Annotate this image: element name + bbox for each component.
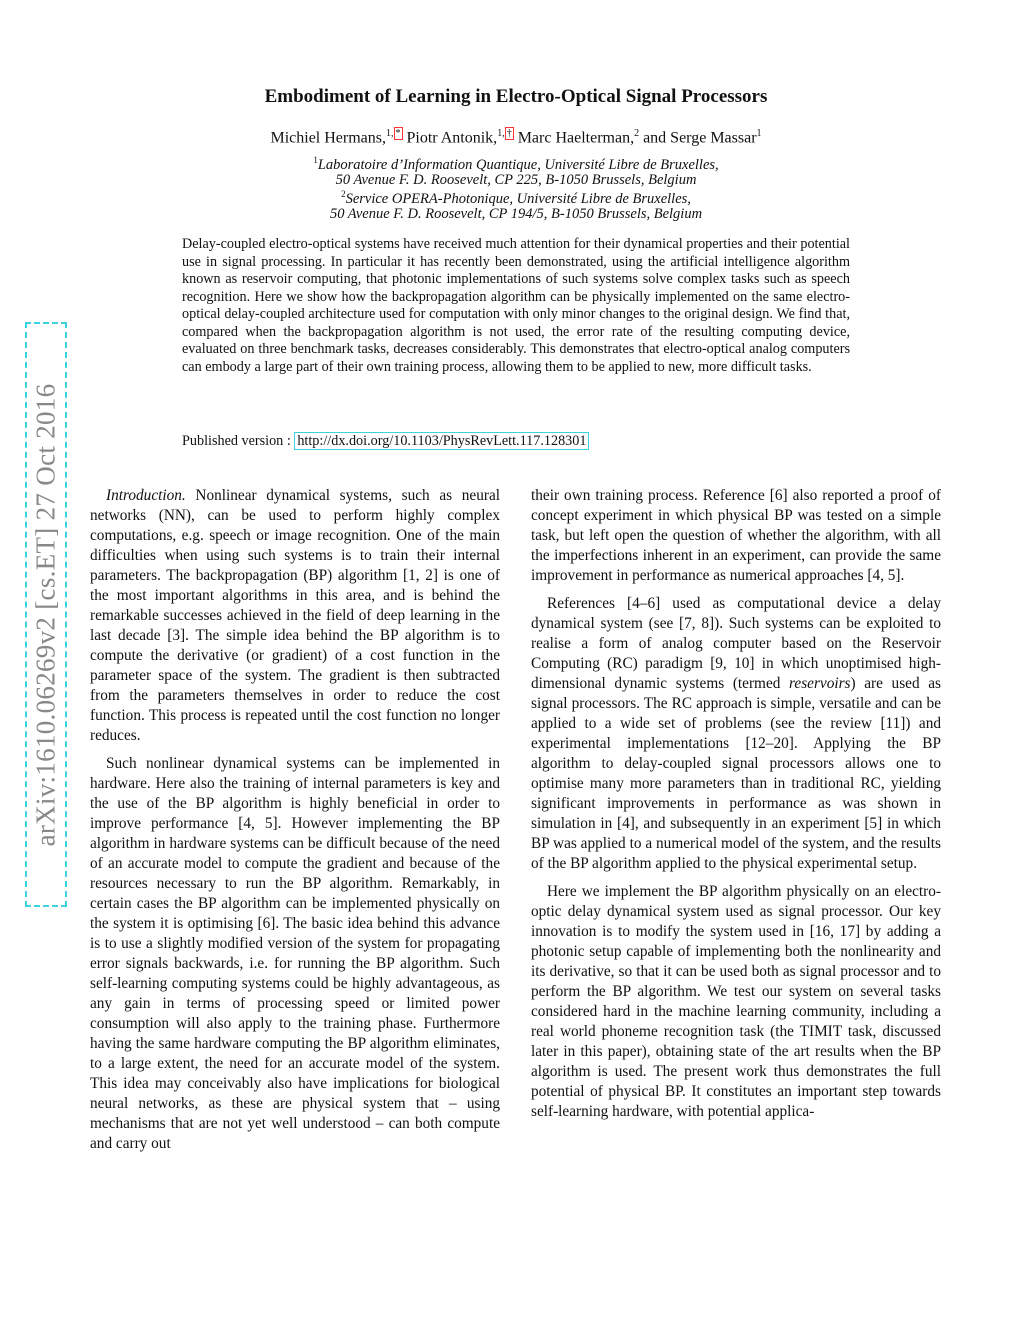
affiliation-1-name: Laboratoire d’Information Quantique, Université Libre de Bruxelles, <box>317 156 719 173</box>
affiliation-2 <box>0 189 1024 208</box>
intro-heading: Introduction. <box>106 487 186 504</box>
author-hermans-affil: 1, <box>386 128 394 139</box>
right-column <box>531 486 941 1130</box>
affiliation-2-number: 2 <box>341 189 346 199</box>
body-paragraph-2: Such nonlinear dynamical systems can be implemented in hardware. Here also the training of internal parameters is key and the use of the BP algorithm is highly beneficial in order to improve performance [4, 5]. However implementing the BP algorithm in hardware systems can be difficult because of the need of an accurate model to compute the gradient and because of the resources necessary to run the BP algorithm. Remarkably, in certain cases the BP algorithm can be implemented physically on the system it is optimising [6]. The basic idea behind this advance is to use a slightly modified version of the system for propagating error signals backwards, i.e. for running the BP algorithm. Such self-learning computing systems could be highly advantageous, as any gain in terms of processing speed or limited power consumption will also apply to the training phase. Furthermore having the same hardware computing the BP algorithm eliminates, to a large extent, the need for an accurate model of the system. This idea may conceivably also have implications for biological neural networks, as these are physical system that – using mechanisms that are not yet well understood – can both compute and carry out <box>90 755 500 1152</box>
author-list <box>0 128 1024 147</box>
author-haelterman-affil: 2 <box>634 128 640 139</box>
published-version <box>182 433 589 450</box>
affiliation-2-address: 50 Avenue F. D. Roosevelt, CP 194/5, B-1050 Brussels, Belgium <box>329 206 703 222</box>
footnote-link-2[interactable]: † <box>506 128 512 139</box>
arxiv-id: arXiv:1610.06269v2 [cs.ET] 27 Oct 2016 <box>30 383 61 846</box>
author-antonik-affil: 1, <box>497 128 505 139</box>
arxiv-sidebar-stamp <box>25 322 67 907</box>
author-antonik: Piotr Antonik, <box>402 129 498 147</box>
body-paragraph-3: their own training process. Reference [6] also reported a proof of concept experiment in which physical BP was tested on a simple task, but left open the question of whether the algorithm, with all the imperfections inherent in an experiment, can provide the same improvement in performance as numerical approaches [4, 5]. <box>531 487 941 584</box>
author-massar: and Serge Massar <box>639 129 757 147</box>
paragraph-4-part-2: ) are used as signal processors. The RC approach is simple, versatile and can be applied to a wide set of problems (see the review [11]) and experimental implementations [12–20]. Applying the BP algorithm to delay-coupled signal processors allows one to optimise many more parameters than in traditional RC, yielding significant improvements in performance as was shown in simulation in [4], and subsequently in an experiment [5] in which BP was applied to a numerical model of the system, and the results of the BP algorithm applied to the physical experimental setup. <box>531 675 941 872</box>
author-hermans: Michiel Hermans, <box>270 129 386 147</box>
left-column <box>90 486 500 1162</box>
author-massar-affil: 1 <box>756 128 762 139</box>
reservoirs-term: reservoirs <box>789 675 851 692</box>
affiliation-1-number: 1 <box>313 155 318 165</box>
affiliation-1-address: 50 Avenue F. D. Roosevelt, CP 225, B-1050 Brussels, Belgium <box>335 172 697 188</box>
affiliation-1 <box>0 155 1024 174</box>
affiliation-2-name: Service OPERA-Photonique, Université Libre de Bruxelles, <box>345 190 691 207</box>
published-label: Published version : <box>182 433 295 449</box>
author-haelterman: Marc Haelterman, <box>513 129 635 147</box>
doi-link[interactable]: http://dx.doi.org/10.1103/PhysRevLett.117.128301 <box>294 432 589 450</box>
paper-title: Embodiment of Learning in Electro-Optical Signal Processors <box>264 86 768 107</box>
intro-text: Nonlinear dynamical systems, such as neural networks (NN), can be used to perform highly complex computations, e.g. speech or image recognition. One of the main difficulties when using such systems is to train their internal parameters. The backpropagation (BP) algorithm [1, 2] is one of the most important algorithms in this area, and is behind the remarkable successes achieved in the field of deep learning in the last decade [3]. The simple idea behind the BP algorithm is to compute the derivative (or gradient) of a cost function in the parameter space of the system. The gradient is then subtracted from the parameters themselves in order to reduce the cost function. This process is repeated until the cost function no longer reduces. <box>90 487 500 744</box>
footnote-link-1[interactable]: * <box>395 128 401 139</box>
body-paragraph-5: Here we implement the BP algorithm physically on an electro-optic delay dynamical system used as signal processor. Our key innovation is to modify the system used in [16, 17] by adding a photonic setup capable of implementing both the nonlinearity and its derivative, so that it can be used both as signal processor and to perform the BP algorithm. We test our system on several tasks considered hard in the machine learning community, including a real world phoneme recognition task (the TIMIT task, discussed later in this paper), obtaining state of the art results when the BP algorithm is used. The present work thus demonstrates the full potential of physical BP. It constitutes an important step towards self-learning hardware, with potential applica- <box>531 883 941 1120</box>
abstract: Delay-coupled electro-optical systems have received much attention for their dynamical properties and their potential use in signal processing. In particular it has recently been demonstrated, using the artificial intelligence algorithm known as reservoir computing, that photonic implementations of such systems solve complex tasks such as speech recognition. Here we show how the backpropagation algorithm can be physically implemented on the same electro-optical delay-coupled architecture used for computation with only minor changes to the original design. We find that, compared when the backpropagation algorithm is not used, the error rate of the resulting computing device, evaluated on three benchmark tasks, decreases considerably. This demonstrates that electro-optical analog computers can embody a large part of their own training process, allowing them to be applied to new, more difficult tasks. <box>182 236 850 375</box>
intro-paragraph <box>90 486 500 746</box>
body-paragraph-4 <box>531 594 941 874</box>
paragraph-4-part-1: References [4–6] used as computational device a delay dynamical system (see [7, 8]). Such systems can be exploited to realise a form of analog computer based on the Reservoir Computing (RC) paradigm [9, 10] in which unoptimised high-dimensional dynamic systems (termed <box>531 595 941 692</box>
